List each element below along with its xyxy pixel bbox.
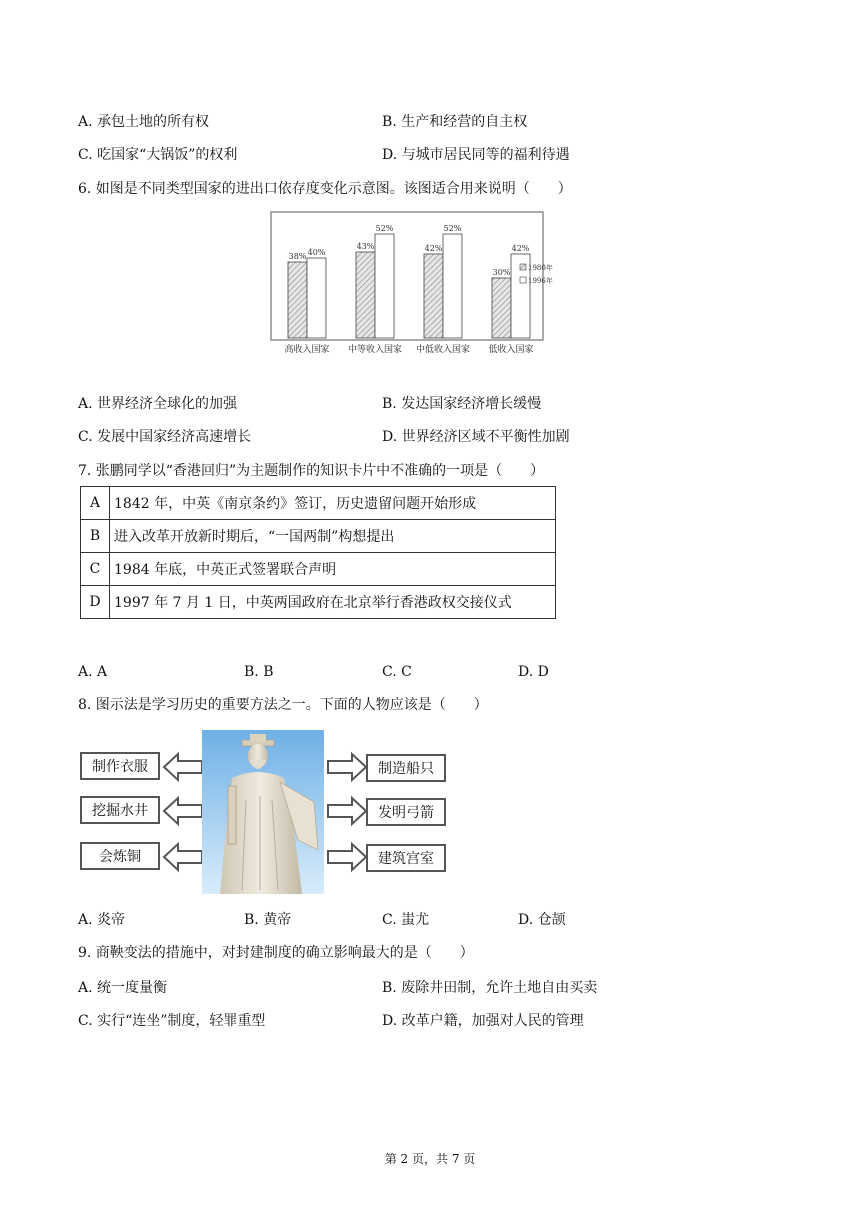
legend-swatch	[520, 277, 526, 283]
row-text: 1842 年，中英《南京条约》签订，历史遗留问题开始形成	[110, 487, 556, 520]
q7-option-c: C. C	[382, 664, 412, 680]
q5-option-d: D. 与城市居民同等的福利待遇	[382, 147, 570, 163]
row-key: D	[81, 586, 110, 619]
q6-option-a: A. 世界经济全球化的加强	[78, 396, 238, 412]
bar-1996年-中等收入国家	[375, 234, 394, 338]
q6-option-d: D. 世界经济区域不平衡性加剧	[382, 429, 570, 445]
arrow-left-icon	[162, 842, 204, 872]
row-text: 1984 年底，中英正式签署联合声明	[110, 553, 556, 586]
q6-option-c: C. 发展中国家经济高速增长	[78, 429, 252, 445]
arrow-left-icon	[162, 796, 204, 826]
x-tick-label: 高收入国家	[284, 345, 330, 355]
q7-card-table	[80, 486, 556, 619]
q9-stem: 9. 商鞅变法的措施中，对封建制度的确立影响最大的是（ ）	[78, 945, 474, 961]
q9-option-c: C. 实行“连坐”制度，轻罪重型	[78, 1013, 266, 1029]
arrow-right-icon	[326, 752, 368, 782]
table-row	[81, 586, 556, 619]
value-label: 40%	[307, 248, 326, 257]
q7-option-d: D. D	[518, 664, 549, 680]
q7-stem: 7. 张鹏同学以“香港回归”为主题制作的知识卡片中不准确的一项是（ ）	[78, 463, 545, 479]
bar-1980年-中低收入国家	[424, 254, 443, 338]
q6-bar-chart	[268, 210, 553, 358]
value-label: 38%	[288, 252, 307, 261]
value-label: 52%	[443, 224, 462, 233]
bar-1980年-中等收入国家	[356, 252, 375, 338]
bar-1996年-高收入国家	[307, 258, 326, 338]
value-label: 43%	[356, 242, 375, 251]
bar-1980年-高收入国家	[288, 262, 307, 338]
q5-option-a: A. 承包土地的所有权	[78, 114, 210, 130]
q8-option-d: D. 仓颉	[518, 912, 566, 928]
value-label: 52%	[375, 224, 394, 233]
arrow-right-icon	[326, 842, 368, 872]
left-label-copper: 会炼铜	[80, 842, 160, 870]
q8-option-a: A. 炎帝	[78, 912, 126, 928]
table-row	[81, 553, 556, 586]
q7-option-a: A. A	[78, 664, 108, 680]
table-row	[81, 520, 556, 553]
q7-option-b: B. B	[244, 664, 274, 680]
left-label-well: 挖掘水井	[80, 796, 160, 824]
row-text: 1997 年 7 月 1 日，中英两国政府在北京举行香港政权交接仪式	[110, 586, 556, 619]
q6-option-b: B. 发达国家经济增长缓慢	[382, 396, 542, 412]
bar-1980年-低收入国家	[492, 278, 511, 338]
q8-stem: 8. 图示法是学习历史的重要方法之一。下面的人物应该是（ ）	[78, 697, 488, 713]
bar-1996年-中低收入国家	[443, 234, 462, 338]
right-label-ships: 制造船只	[366, 754, 446, 782]
legend-swatch	[520, 264, 526, 270]
q8-option-b: B. 黄帝	[244, 912, 292, 928]
row-text: 进入改革开放新时期后，“一国两制”构想提出	[110, 520, 556, 553]
q9-option-a: A. 统一度量衡	[78, 980, 168, 996]
row-key: C	[81, 553, 110, 586]
arrow-left-icon	[162, 752, 204, 782]
value-label: 42%	[511, 244, 530, 253]
statue-image	[202, 730, 324, 894]
right-label-palace: 建筑宫室	[366, 844, 446, 872]
arrow-right-icon	[326, 796, 368, 826]
row-key: A	[81, 487, 110, 520]
x-tick-label: 中低收入国家	[415, 345, 471, 355]
legend-label: 1996年	[528, 277, 553, 285]
row-key: B	[81, 520, 110, 553]
q8-option-c: C. 蚩尤	[382, 912, 430, 928]
left-label-clothing: 制作衣服	[80, 752, 160, 780]
q6-stem: 6. 如图是不同类型国家的进出口依存度变化示意图。该图适合用来说明（ ）	[78, 181, 572, 197]
q9-option-d: D. 改革户籍，加强对人民的管理	[382, 1013, 584, 1029]
table-row	[81, 487, 556, 520]
q5-option-b: B. 生产和经营的自主权	[382, 114, 528, 130]
right-label-bow: 发明弓箭	[366, 798, 446, 826]
value-label: 42%	[424, 244, 443, 253]
x-tick-label: 低收入国家	[488, 345, 534, 355]
q9-option-b: B. 废除井田制，允许土地自由买卖	[382, 980, 598, 996]
x-tick-label: 中等收入国家	[347, 345, 403, 355]
page-footer: 第 2 页，共 7 页	[384, 1152, 476, 1166]
q5-option-c: C. 吃国家“大锅饭”的权利	[78, 147, 238, 163]
value-label: 30%	[492, 268, 511, 277]
legend-label: 1980年	[528, 264, 553, 272]
